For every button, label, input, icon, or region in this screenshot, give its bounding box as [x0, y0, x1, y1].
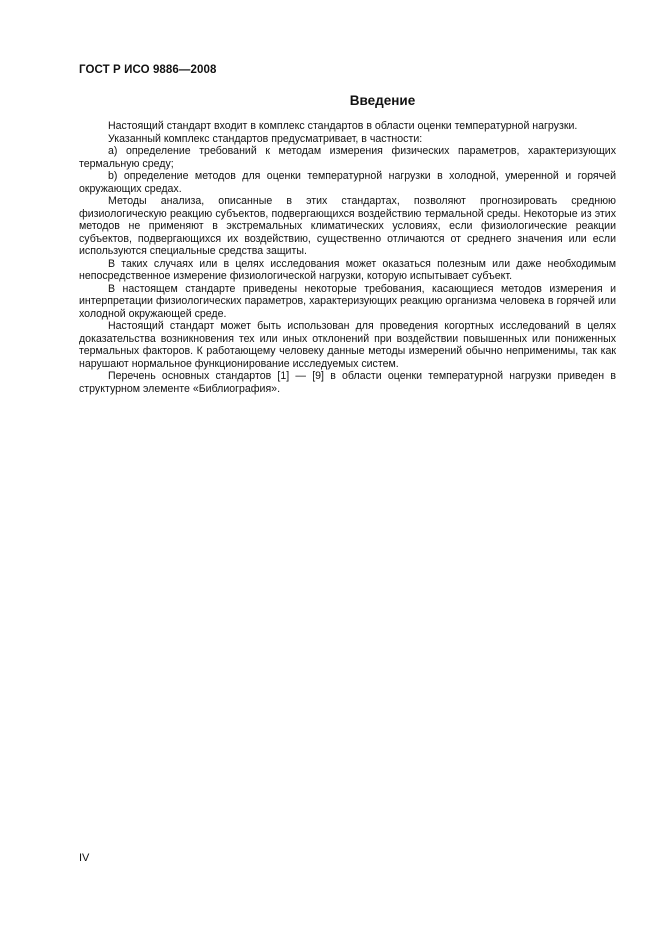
paragraph-1: Настоящий стандарт входит в комплекс стандартов в области оценки температурной нагрузки.	[108, 120, 578, 132]
document-code-header: ГОСТ Р ИСО 9886—2008	[79, 64, 217, 76]
paragraph-3: Методы анализа, описанные в этих стандартах, позволяют прогнозировать среднюю физиологическую реакцию субъектов, подвергающихся воздействию термальной среды. Некоторые из этих методов не применяют в экстремальных климатических условиях, если физиологические реакции субъектов, подвергающихся их воздействию, существенно отличаются от среднего значения или если используются специальные средства защиты.	[79, 195, 616, 257]
section-title: Введение	[349, 93, 416, 108]
section-body	[79, 120, 616, 395]
paragraph-2: Указанный комплекс стандартов предусматривает, в частности:	[108, 132, 423, 145]
page-number: IV	[79, 852, 90, 864]
list-item-a: а) определение требований к методам измерения физических параметров, характеризующих термальную среду;	[79, 145, 616, 170]
paragraph-4: В таких случаях или в целях исследования может оказаться полезным или даже необходимым непосредственное измерение физиологической нагрузки, которую испытывает субъект.	[79, 257, 616, 282]
paragraph-7: Перечень основных стандартов [1] — [9] в области оценки температурной нагрузки приведен в структурном элементе «Библиография».	[79, 370, 616, 395]
paragraph-6: Настоящий стандарт может быть использован для проведения когортных исследований в целях доказательства возникновения тех или иных отклонений при воздействии повышенных или пониженных термальных факторов. К работающему человеку данные методы измерений обычно неприменимы, так как нарушают нормальное функционирование исследуемых систем.	[79, 320, 616, 370]
list-item-b: b) определение методов для оценки температурной нагрузки в холодной, умеренной и горячей окружающих средах.	[79, 170, 616, 195]
paragraph-5: В настоящем стандарте приведены некоторые требования, касающиеся методов измерения и интерпретации физиологических параметров, характеризующих реакцию организма человека в горячей или холодной окружающей среде.	[79, 282, 616, 320]
